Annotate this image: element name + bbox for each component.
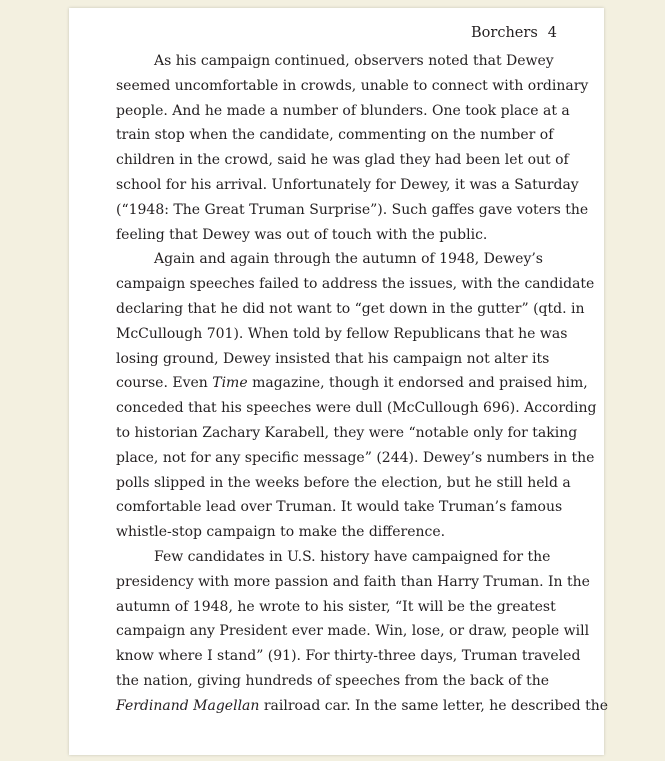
running-header xyxy=(471,23,557,43)
text-line: children in the crowd, said he was glad they had been let out of xyxy=(116,152,569,169)
text-line: train stop when the candidate, commenting on the number of xyxy=(116,127,554,144)
document-page xyxy=(69,8,609,755)
text-line: place, not for any specific message” (244). Dewey’s numbers in the xyxy=(116,449,595,466)
text-line: As his campaign continued, observers noted that Dewey xyxy=(154,53,554,69)
paragraph xyxy=(116,545,609,719)
text-line: campaign any President ever made. Win, lose, or draw, people will xyxy=(116,623,590,640)
text-line: campaign speeches failed to address the issues, with the candidate xyxy=(116,276,595,293)
text-line: whistle-stop campaign to make the difference. xyxy=(116,524,446,541)
text-line: people. And he made a number of blunders. One took place at a xyxy=(116,102,570,119)
paragraph xyxy=(116,49,589,247)
body-text xyxy=(116,49,609,719)
text-line: Few candidates in U.S. history have campaigned for the xyxy=(154,548,551,565)
text-line xyxy=(116,694,609,719)
text-line: feeling that Dewey was out of touch with the public. xyxy=(116,226,488,243)
text-segment: railroad car. In the same letter, he described the xyxy=(259,697,609,714)
text-line: McCullough 701). When told by fellow Republicans that he was xyxy=(116,325,568,342)
text-line: school for his arrival. Unfortunately for Dewey, it was a Saturday xyxy=(116,176,579,193)
text-line: the nation, giving hundreds of speeches from the back of the xyxy=(116,672,550,689)
paragraph xyxy=(116,247,597,545)
text-line: to historian Zachary Karabell, they were “notable only for taking xyxy=(116,424,578,441)
text-line: losing ground, Dewey insisted that his campaign not alter its xyxy=(116,350,550,367)
text-line: Again and again through the autumn of 1948, Dewey’s xyxy=(154,251,543,268)
italic-title: Time xyxy=(212,375,248,392)
text-line: autumn of 1948, he wrote to his sister, “It will be the greatest xyxy=(116,598,556,615)
header-author: Borchers xyxy=(471,25,538,41)
text-line: (“1948: The Great Truman Surprise”). Such gaffes gave voters the xyxy=(116,201,589,218)
text-line: know where I stand” (91). For thirty-three days, Truman traveled xyxy=(116,648,581,665)
text-line: polls slipped in the weeks before the election, but he still held a xyxy=(116,474,571,491)
text-line xyxy=(116,371,588,396)
text-line: seemed uncomfortable in crowds, unable to connect with ordinary xyxy=(116,77,589,94)
text-line: conceded that his speeches were dull (McCullough 696). According xyxy=(116,400,597,417)
text-segment: course. Even xyxy=(116,375,213,392)
page-number: 4 xyxy=(547,25,557,41)
text-segment: magazine, though it endorsed and praised him, xyxy=(247,375,588,392)
text-line: comfortable lead over Truman. It would take Truman’s famous xyxy=(116,499,563,516)
text-line: presidency with more passion and faith than Harry Truman. In the xyxy=(116,573,590,590)
italic-title: Ferdinand Magellan xyxy=(116,697,260,714)
text-line: declaring that he did not want to “get down in the gutter” (qtd. in xyxy=(116,300,585,317)
